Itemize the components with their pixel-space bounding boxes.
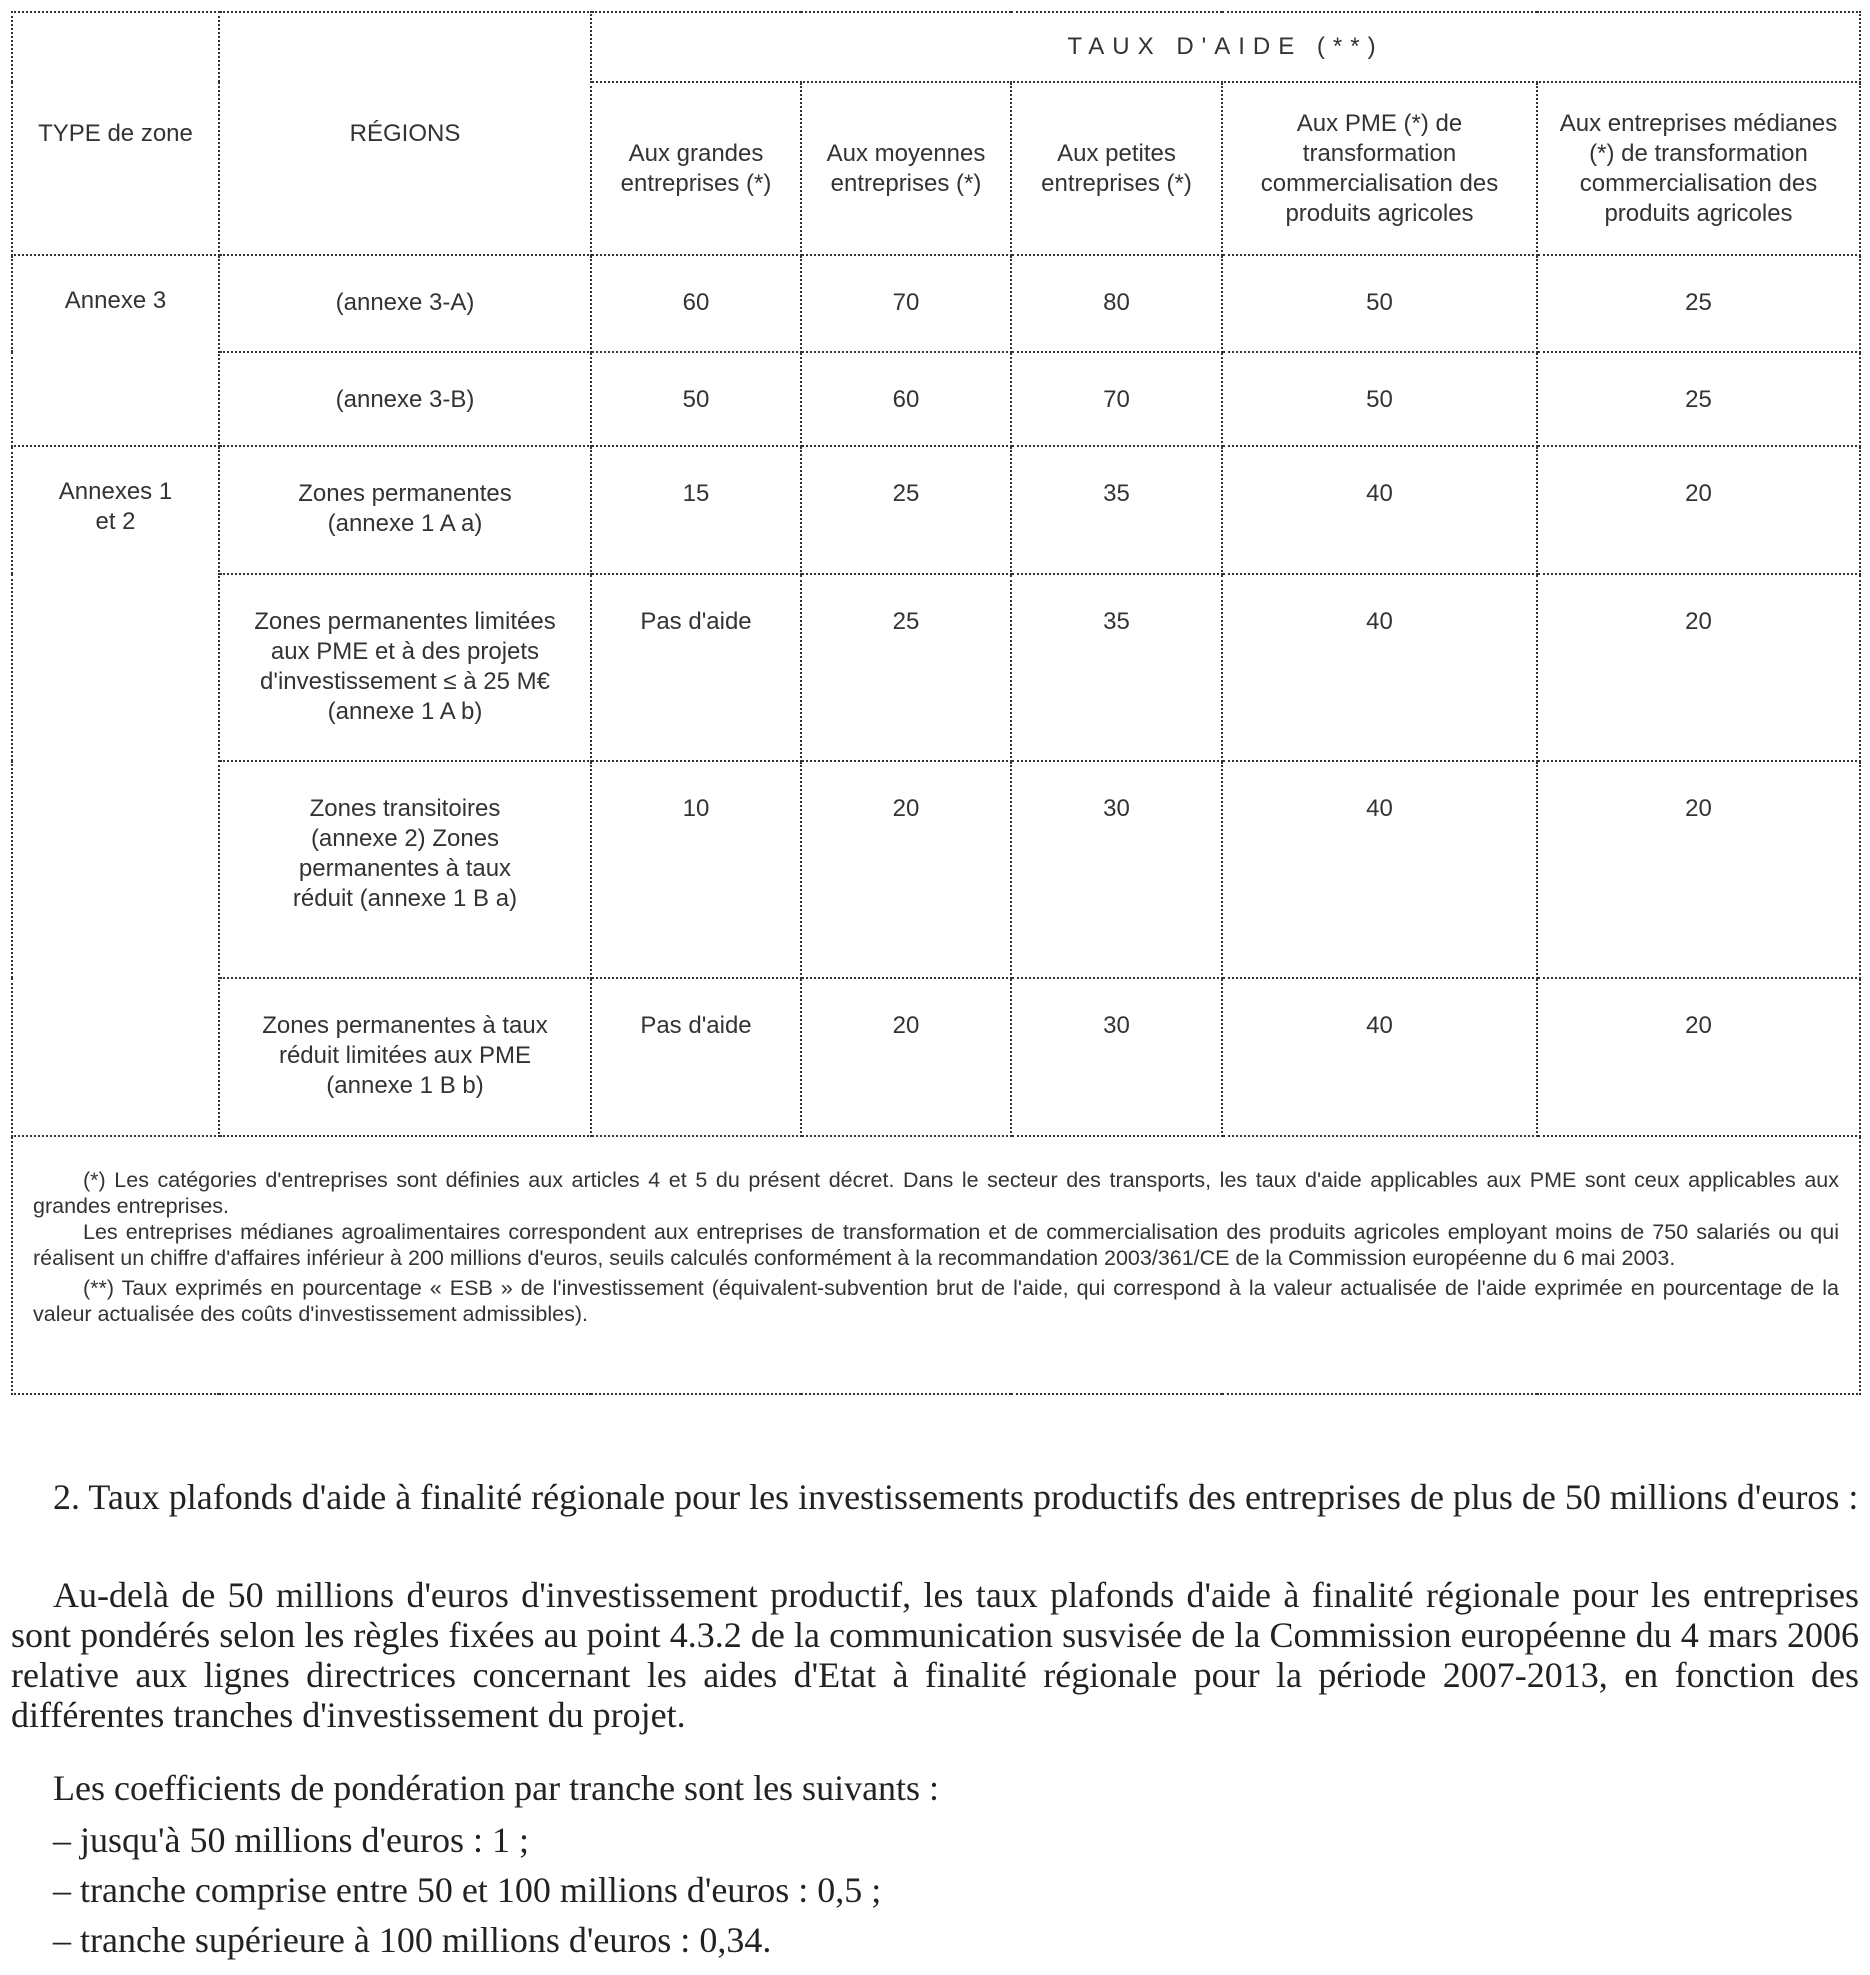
value-cell: 20 [1537,978,1860,1136]
list-item: – tranche supérieure à 100 millions d'euros : 0,34. [53,1920,772,1960]
list-item: – tranche comprise entre 50 et 100 millions d'euros : 0,5 ; [53,1870,882,1910]
value-cell: 50 [1222,255,1537,352]
value-cell: 20 [1537,446,1860,574]
table-row [12,761,1860,978]
col-header-pme-agricoles: Aux PME (*) de transformation commercialisation des produits agricoles [1222,82,1537,255]
value-cell: 20 [1537,574,1860,761]
footnote: (*) Les catégories d'entreprises sont définies aux articles 4 et 5 du présent décret. Dans le secteur des transports, les taux d'aide applicables aux PME sont ceux applicables aux grandes entreprises. [33,1168,1839,1218]
value-cell: 25 [801,574,1011,761]
section-text [11,1477,1859,1517]
value-cell: 15 [591,446,801,574]
value-cell: 40 [1222,446,1537,574]
body-paragraph: Au-delà de 50 millions d'euros d'investissement productif, les taux plafonds d'aide à finalité régionale pour les entreprises sont pondérés selon les règles fixées au point 4.3.2 de la communication susvisée de la Commission européenne du 4 mars 2006 relative aux lignes directrices concernant les aides d'Etat à finalité régionale pour la période 2007-2013, en fonction des différentes tranches d'investissement du projet. [11,1575,1859,1735]
aid-rates-table [11,11,1861,1395]
value-cell: 30 [1011,978,1222,1136]
table-row [12,352,1860,446]
table-row [12,255,1860,352]
value-cell: 40 [1222,761,1537,978]
value-cell: 25 [1537,352,1860,446]
zone-type-cell: Annexes 1 et 2 [12,446,219,1136]
value-cell: 70 [1011,352,1222,446]
value-cell: 70 [801,255,1011,352]
value-cell: 20 [801,761,1011,978]
value-cell: 20 [1537,761,1860,978]
table-row [12,978,1860,1136]
value-cell: 10 [591,761,801,978]
value-cell: 25 [1537,255,1860,352]
table-row [12,574,1860,761]
footnote: Les entreprises médianes agroalimentaires correspondent aux entreprises de transformation et de commercialisation des produits agricoles employant moins de 750 salariés ou qui réalisent un chiffre d'affaires inférieur à 200 millions d'euros, seuils calculés conformément à la recommandation 2003/361/CE de la Commission européenne du 6 mai 2003. [33,1220,1839,1270]
taux-aide-header: TAUX D'AIDE (**) [591,12,1860,82]
coefficients-intro: Les coefficients de pondération par tranche sont les suivants : [53,1768,940,1808]
table-row [12,446,1860,574]
value-cell: 35 [1011,574,1222,761]
value-cell: Pas d'aide [591,978,801,1136]
region-cell: Zones permanentes (annexe 1 A a) [219,446,591,574]
section-paragraph-block [11,1575,1859,1735]
value-cell: 35 [1011,446,1222,574]
region-cell: Zones transitoires (annexe 2) Zones permanentes à taux réduit (annexe 1 B a) [219,761,591,978]
value-cell: 60 [801,352,1011,446]
type-zone-header: TYPE de zone [12,12,219,255]
value-cell: 40 [1222,574,1537,761]
value-cell: 20 [801,978,1011,1136]
value-cell: 25 [801,446,1011,574]
list-item: – jusqu'à 50 millions d'euros : 1 ; [53,1820,529,1860]
col-header-grandes: Aux grandes entreprises (*) [591,82,801,255]
col-header-mediane-agricoles: Aux entreprises médianes (*) de transformation commercialisation des produits agricoles [1537,82,1860,255]
coefficients-list [11,1820,1859,1960]
section-heading: 2. Taux plafonds d'aide à finalité régionale pour les investissements productifs des entreprises de plus de 50 millions d'euros : [53,1477,1859,1517]
value-cell: 50 [1222,352,1537,446]
coefficients-block [11,1768,1859,1808]
col-header-moyennes: Aux moyennes entreprises (*) [801,82,1011,255]
regions-header: RÉGIONS [219,12,591,255]
value-cell: 40 [1222,978,1537,1136]
region-cell: Zones permanentes limitées aux PME et à des projets d'investissement ≤ à 25 M€ (annexe 1 A b) [219,574,591,761]
value-cell: 80 [1011,255,1222,352]
value-cell: 30 [1011,761,1222,978]
value-cell: Pas d'aide [591,574,801,761]
zone-type-cell: Annexe 3 [12,255,219,446]
col-header-petites: Aux petites entreprises (*) [1011,82,1222,255]
table-footnotes [12,1136,1860,1394]
region-cell: (annexe 3-B) [219,352,591,446]
region-cell: (annexe 3-A) [219,255,591,352]
region-cell: Zones permanentes à taux réduit limitées aux PME (annexe 1 B b) [219,978,591,1136]
value-cell: 50 [591,352,801,446]
value-cell: 60 [591,255,801,352]
footnote: (**) Taux exprimés en pourcentage « ESB » de l'investissement (équivalent-subvention brut de l'aide, qui correspond à la valeur actualisée de l'aide exprimée en pourcentage de la valeur actualisée des coûts d'investissement admissibles). [33,1276,1839,1326]
